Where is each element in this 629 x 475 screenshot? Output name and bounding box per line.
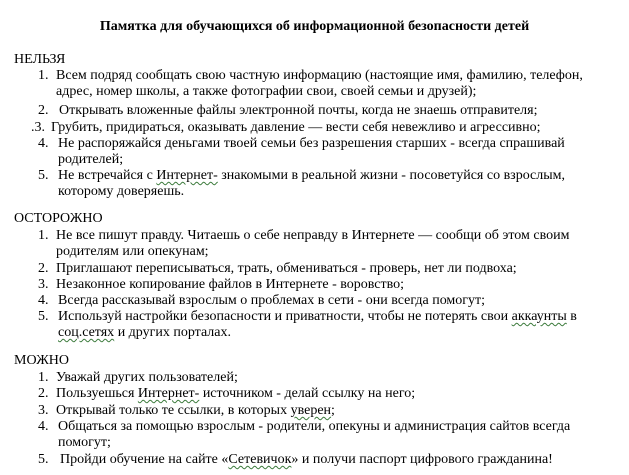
spellcheck-underlined-word: соц.сетях <box>58 325 115 340</box>
spellcheck-underlined-word: уверен <box>290 403 332 418</box>
text-segment: Открывай только те ссылки, в которых <box>56 403 291 418</box>
list-item-text <box>58 309 593 341</box>
text-segment: Используй настройки безопасности и приватности, чтобы не потерять свои <box>58 309 512 324</box>
list-item-number: 2. <box>38 386 49 401</box>
text-segment: источником - делай ссылку на него; <box>199 386 416 401</box>
list-item-text: Не все пишут правду. Читаешь о себе неправду в Интернете — сообщи об этом своим родителям или опекунам; <box>56 228 570 259</box>
list-item-text: Всем подряд сообщать свою частную информацию (настоящие имя, фамилию, телефон, адрес, номер школы, а также фотографии свои, своей семьи и друзей); <box>56 68 583 99</box>
list-item-text: Уважай других пользователей; <box>56 370 238 385</box>
list-item-number: 5. <box>38 452 49 467</box>
list-item-text <box>56 403 596 419</box>
list-item-number: 5. <box>38 168 49 183</box>
list-item-text <box>58 168 578 200</box>
text-segment: Не встречайся с <box>58 168 157 183</box>
list-item-text: Открывать вложенные файлы электронной почты, когда не знаешь отправителя; <box>59 103 538 118</box>
list-item-text: Приглашают переписываться, трать, обмениваться - проверь, нет ли подвоха; <box>56 261 517 276</box>
spellcheck-underlined-word: Интернет- <box>156 168 218 183</box>
list-item-text <box>60 452 620 468</box>
list-item-text: Общаться за помощью взрослым - родители, опекуны и администрация сайтов всегда помогут; <box>58 419 571 450</box>
list-item-number: 1. <box>38 370 49 385</box>
section-heading-mozhno: МОЖНО <box>14 353 69 368</box>
list-item-number: 4. <box>38 419 49 434</box>
list-item-number: .3. <box>31 120 45 135</box>
list-item-number: 3. <box>38 277 49 292</box>
text-segment: Пройди обучение на сайте « <box>60 452 229 467</box>
list-item-number: 3. <box>38 403 49 418</box>
list-item-text: Грубить, придираться, оказывать давление — вести себя невежливо и агрессивно; <box>51 120 541 135</box>
spellcheck-underlined-word: Сетевичок <box>228 452 292 467</box>
section-heading-nelzya: НЕЛЬЗЯ <box>14 52 66 67</box>
list-item-text: Незаконное копирование файлов в Интернете - воровство; <box>56 277 405 292</box>
text-segment: » и получи паспорт цифрового гражданина! <box>291 452 553 467</box>
list-item-text: Не распоряжайся деньгами твоей семьи без разрешения старших - всегда спрашивай родителей; <box>58 136 565 167</box>
list-item-number: 2. <box>38 261 49 276</box>
list-item-number: 1. <box>38 68 49 83</box>
text-segment: и других порталах. <box>114 325 231 340</box>
list-item-text: Всегда рассказывай взрослым о проблемах в сети - они всегда помогут; <box>58 293 486 308</box>
text-segment: ; <box>331 403 335 418</box>
list-item-number: 4. <box>38 136 49 151</box>
spellcheck-underlined-word: Интернет- <box>137 386 200 401</box>
spellcheck-underlined-word: аккаунты <box>511 309 567 324</box>
section-heading-ostorozhno: ОСТОРОЖНО <box>14 211 103 226</box>
list-item-number: 5. <box>38 309 49 324</box>
text-segment: в <box>566 309 577 324</box>
text-segment: Пользуешься <box>56 386 138 401</box>
list-item-number: 1. <box>38 228 49 243</box>
list-item-number: 4. <box>38 293 49 308</box>
list-item-text <box>56 386 596 402</box>
document-title: Памятка для обучающихся об информационной безопасности детей <box>99 19 530 34</box>
list-item-number: 2. <box>38 103 49 118</box>
text-segment: знакомыми в реальной жизни - посоветуйся со взрослым, которому доверяешь. <box>58 168 566 199</box>
